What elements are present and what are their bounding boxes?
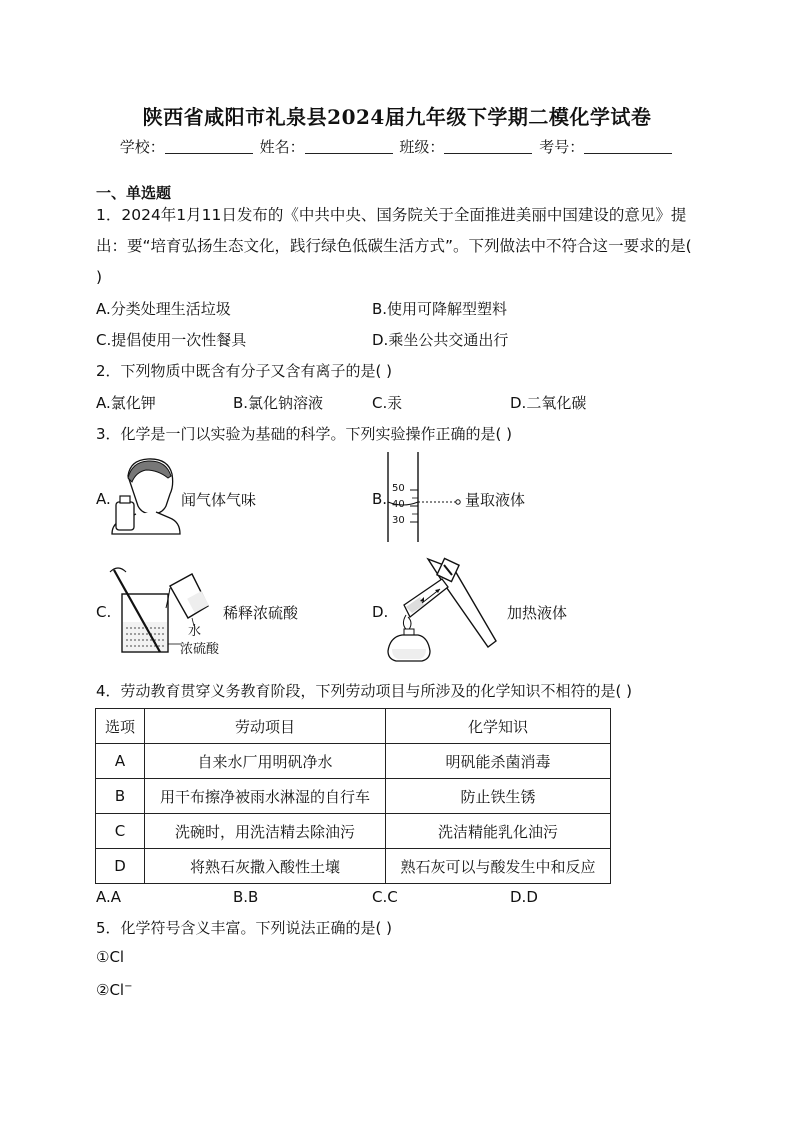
table-row — [96, 814, 611, 849]
class-blank[interactable] — [444, 139, 532, 154]
heating-liquid-figure — [384, 555, 508, 667]
table-header-row — [96, 709, 611, 744]
question-1-stem: 1．2024年1月11日发布的《中共中央、国务院关于全面推进美丽中国建设的意见》提出：要“培育弘扬生态文化，践行绿色低碳生活方式”。下列做法中不符合这一要求的是( ) — [96, 206, 692, 286]
q3-option-b-letter[interactable]: B. — [372, 490, 388, 508]
q4-option-b[interactable]: B.B — [233, 888, 259, 906]
school-blank[interactable] — [165, 139, 253, 154]
cylinder-tick-30: 30 — [392, 515, 405, 526]
question-2-stem: 2．下列物质中既含有分子又含有离子的是( ) — [96, 362, 393, 380]
q2-option-c[interactable]: C.汞 — [372, 394, 403, 412]
number-blank[interactable] — [584, 139, 672, 154]
table-cell: 明矾能杀菌消毒 — [386, 744, 611, 779]
table-cell: C — [96, 814, 145, 849]
q3-option-c-text: 稀释浓硫酸 — [223, 604, 299, 622]
q2-option-d[interactable]: D.二氧化碳 — [510, 394, 587, 412]
table-row — [96, 849, 611, 884]
class-label: 班级： — [399, 138, 445, 156]
q1-option-c[interactable]: C.提倡使用一次性餐具 — [96, 331, 247, 349]
table-cell: 洗洁精能乳化油污 — [386, 814, 611, 849]
q5-item-2-base: ②Cl — [96, 981, 125, 999]
q5-item-2-charge: − — [124, 981, 133, 992]
table-cell: 用干布擦净被雨水淋湿的自行车 — [145, 779, 386, 814]
table-cell: 洗碗时，用洗洁精去除油污 — [145, 814, 386, 849]
question-5-stem: 5．化学符号含义丰富。下列说法正确的是( ) — [96, 919, 393, 937]
q5-item-1: ①Cl — [96, 948, 125, 966]
q4-option-c[interactable]: C.C — [372, 888, 398, 906]
cylinder-tick-50: 50 — [392, 483, 405, 494]
table-cell: 将熟石灰撒入酸性土壤 — [145, 849, 386, 884]
table-cell: 自来水厂用明矾净水 — [145, 744, 386, 779]
school-label: 学校： — [119, 138, 165, 156]
q2-option-b[interactable]: B.氯化钠溶液 — [233, 394, 324, 412]
name-label: 姓名： — [259, 138, 305, 156]
smell-gas-figure — [108, 456, 182, 536]
question-4-stem: 4．劳动教育贯穿义务教育阶段，下列劳动项目与所涉及的化学知识不相符的是( ) — [96, 682, 633, 700]
q3-option-b-text: 量取液体 — [465, 491, 526, 509]
q5-item-2 — [96, 981, 132, 999]
q1-option-b[interactable]: B.使用可降解型塑料 — [372, 300, 508, 318]
student-info-line — [0, 136, 794, 157]
q4-option-a[interactable]: A.A — [96, 888, 122, 906]
table-cell: A — [96, 744, 145, 779]
graduated-cylinder-figure — [378, 450, 470, 546]
q4-option-d[interactable]: D.D — [510, 888, 538, 906]
water-label: 水 — [188, 624, 202, 639]
table-cell: 防止铁生锈 — [386, 779, 611, 814]
table-cell: 熟石灰可以与酸发生中和反应 — [386, 849, 611, 884]
page-title: 陕西省咸阳市礼泉县2024届九年级下学期二模化学试卷 — [142, 105, 652, 129]
section-heading: 一、单选题 — [96, 184, 172, 202]
table-row — [96, 779, 611, 814]
concentrated-acid-label: 浓硫酸 — [180, 642, 220, 657]
table-cell: B — [96, 779, 145, 814]
question-3-stem: 3．化学是一门以实验为基础的科学。下列实验操作正确的是( ) — [96, 425, 513, 443]
q3-option-d-text: 加热液体 — [507, 604, 568, 622]
q1-option-d[interactable]: D.乘坐公共交通出行 — [372, 331, 509, 349]
table-header: 劳动项目 — [145, 709, 386, 744]
number-label: 考号： — [539, 138, 585, 156]
q3-option-a-text: 闻气体气味 — [181, 491, 257, 509]
table-row — [96, 744, 611, 779]
q3-option-a-letter[interactable]: A. — [96, 490, 111, 508]
cylinder-tick-40: 40 — [392, 499, 405, 510]
q3-option-c-letter[interactable]: C. — [96, 603, 112, 621]
q3-option-d-letter[interactable]: D. — [372, 603, 389, 621]
q1-option-a[interactable]: A.分类处理生活垃圾 — [96, 300, 231, 318]
labor-knowledge-table — [95, 708, 611, 884]
q2-option-a[interactable]: A.氯化钾 — [96, 394, 156, 412]
name-blank[interactable] — [305, 139, 393, 154]
table-cell: D — [96, 849, 145, 884]
table-header: 选项 — [96, 709, 145, 744]
table-header: 化学知识 — [386, 709, 611, 744]
